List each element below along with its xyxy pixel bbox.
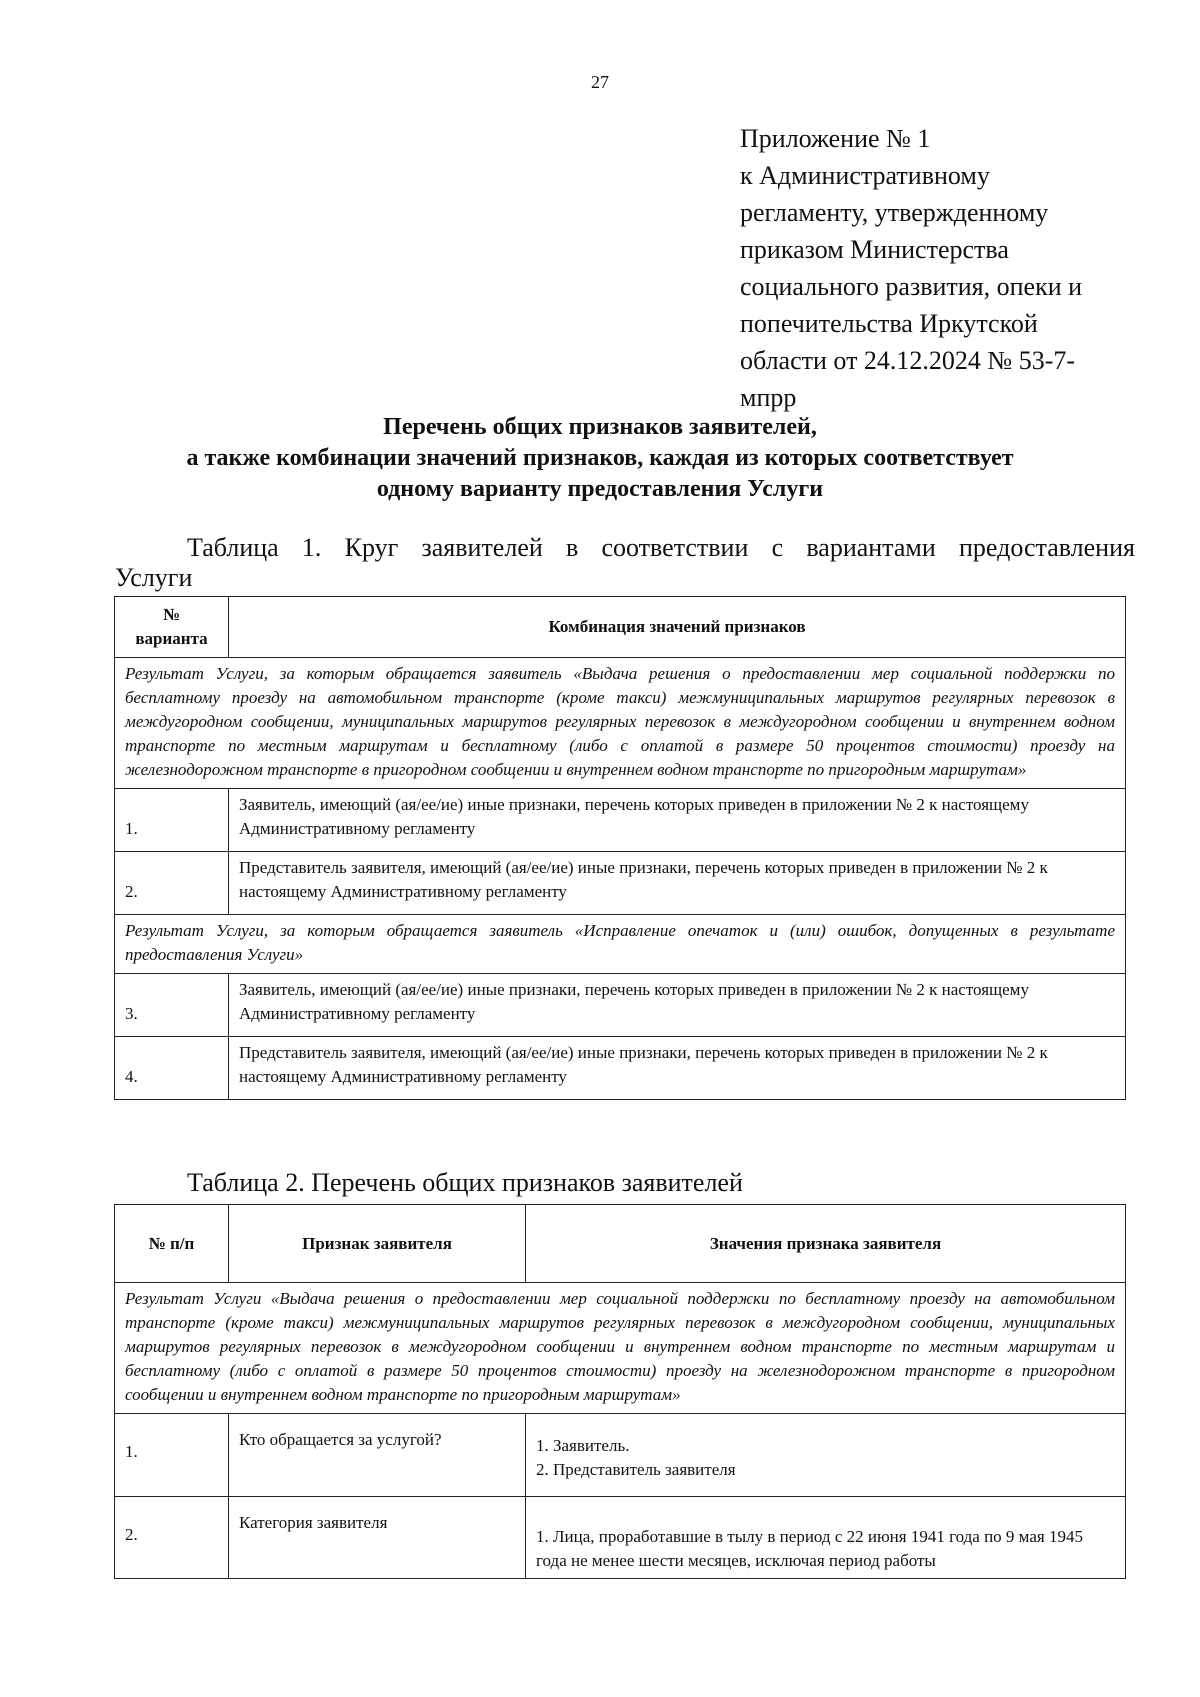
variant-number: 1.: [115, 789, 229, 852]
caption-word: заявителей: [421, 533, 543, 562]
page-number: 27: [591, 72, 609, 92]
variant-description: Представитель заявителя, имеющий (ая/ее/ие) иные признаки, перечень которых приведен в приложении № 2 к настоящему Административному регламенту: [229, 1037, 1126, 1100]
feature-values: [526, 1414, 1126, 1497]
variants-table: [114, 596, 1126, 1100]
features-table: [114, 1204, 1126, 1579]
feature-name: Кто обращается за услугой?: [229, 1414, 526, 1497]
appendix-line: приказом Министерства: [740, 235, 1009, 264]
header-feature-values: Значения признака заявителя: [526, 1205, 1126, 1283]
header-variant-number: № варианта: [115, 597, 229, 658]
appendix-line: социального развития, опеки и: [740, 272, 1083, 301]
appendix-line: попечительства Иркутской: [740, 309, 1038, 338]
caption-word: соответствии: [601, 533, 749, 562]
variant-description: Заявитель, имеющий (ая/ее/ие) иные признаки, перечень которых приведен в приложении № 2 к настоящему Административному регламенту: [229, 789, 1126, 852]
caption-word: вариантами: [806, 533, 936, 562]
header-row-number: № п/п: [115, 1205, 229, 1283]
value-line: 2. Представитель заявителя: [536, 1460, 736, 1479]
feature-values: 1. Лица, проработавшие в тылу в период с 22 июня 1941 года по 9 мая 1945 года не менее шести месяцев, исключая период работы: [526, 1497, 1126, 1579]
caption-word: 1.: [301, 533, 322, 562]
feature-name: Категория заявителя: [229, 1497, 526, 1579]
title-line: Перечень общих признаков заявителей,: [383, 414, 817, 440]
row-number: 2.: [115, 1497, 229, 1579]
header-feature: Признак заявителя: [229, 1205, 526, 1283]
caption-word: в: [565, 533, 579, 562]
document-title: [0, 412, 1200, 505]
value-line: 1. Заявитель.: [536, 1436, 630, 1455]
caption-line-2: Услуги: [115, 563, 193, 592]
section-result: Результат Услуги «Выдача решения о предоставлении мер социальной поддержки по бесплатному проезду на автомобильном транспорте (кроме такси) межмуниципальных маршрутов регулярных перевозок в междугородном сообщении, муниципальных маршрутов регулярных перевозок в междугородном сообщении и внутреннем водном транспорте по местным маршрутам и бесплатному (либо с оплатой в размере 50 процентов стоимости) проезду на железнодорожном транспорте в пригородном сообщении и внутреннем водном транспорте по пригородным маршрутам»: [115, 1283, 1126, 1414]
caption-word: с: [771, 533, 784, 562]
title-line: одному варианту предоставления Услуги: [376, 476, 824, 502]
header-combination: Комбинация значений признаков: [229, 597, 1126, 658]
variant-number: 2.: [115, 852, 229, 915]
appendix-line: области от 24.12.2024 № 53-7-: [740, 346, 1076, 375]
section-result-1: Результат Услуги, за которым обращается заявитель «Выдача решения о предоставлении мер социальной поддержки по бесплатному проезду на автомобильном транспорте (кроме такси) межмуниципальных маршрутов регулярных перевозок в междугородном сообщении, муниципальных маршрутов регулярных перевозок в междугородном сообщении и внутреннем водном транспорте по местным маршрутам и бесплатному (либо с оплатой в размере 50 процентов стоимости) проезду на железнодорожном транспорте в пригородном сообщении и внутреннем водном транспорте по пригородным маршрутам»: [115, 658, 1126, 789]
row-number: 1.: [115, 1414, 229, 1497]
table2-caption: Таблица 2. Перечень общих признаков заявителей: [187, 1168, 743, 1197]
appendix-line: Приложение № 1: [740, 124, 931, 153]
variant-description: Представитель заявителя, имеющий (ая/ее/ие) иные признаки, перечень которых приведен в приложении № 2 к настоящему Административному регламенту: [229, 852, 1126, 915]
appendix-block: [740, 120, 1140, 416]
appendix-line: мпрр: [740, 383, 797, 412]
variant-description: Заявитель, имеющий (ая/ее/ие) иные признаки, перечень которых приведен в приложении № 2 к настоящему Административному регламенту: [229, 974, 1126, 1037]
caption-word: предоставления: [958, 533, 1135, 562]
caption-word: Круг: [344, 533, 399, 562]
table1-caption: [115, 533, 1135, 593]
caption-word: Таблица: [187, 533, 279, 562]
appendix-line: к Административному: [740, 161, 990, 190]
section-result-2: Результат Услуги, за которым обращается заявитель «Исправление опечаток и (или) ошибок, допущенных в результате предоставления Услуги»: [115, 915, 1126, 974]
variant-number: 3.: [115, 974, 229, 1037]
variant-number: 4.: [115, 1037, 229, 1100]
title-line: а также комбинации значений признаков, каждая из которых соответствует: [186, 445, 1014, 471]
appendix-line: регламенту, утвержденному: [740, 198, 1049, 227]
